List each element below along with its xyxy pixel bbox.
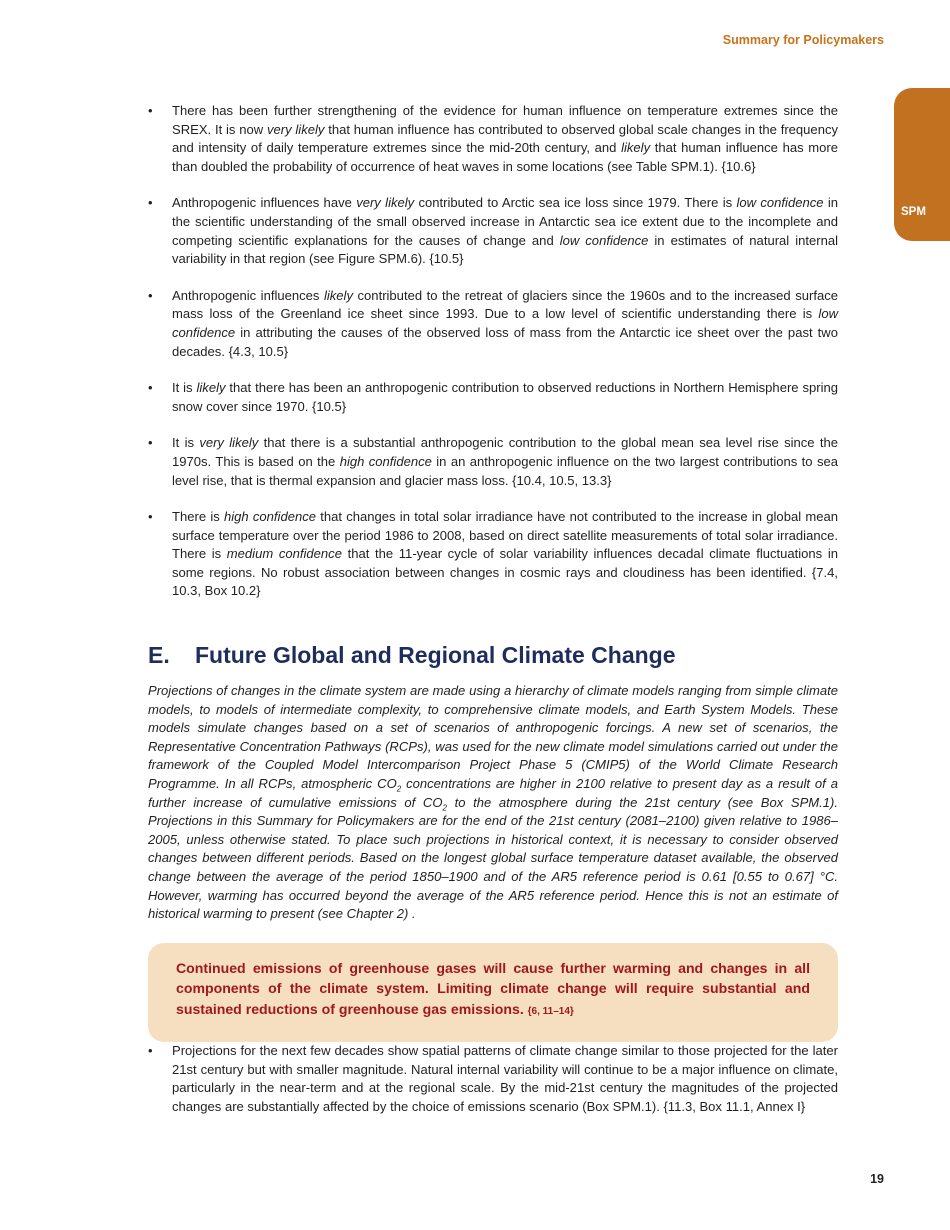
bullet-text: It is: [172, 380, 197, 396]
likelihood-term: likely: [621, 140, 651, 156]
bullet-item: [148, 434, 838, 490]
bullet-marker: •: [148, 195, 153, 211]
bullet-text: contributed to the retreat of glaciers since the 1960s and to the increased surface mass loss of the Greenland ice sheet since 1993. Due to a low level of scientific understanding there is: [172, 287, 838, 322]
bullet-text: that there has been an anthropogenic contribution to observed reductions in Northern Hemisphere spring snow cover since 1970. {10.5}: [172, 380, 838, 414]
likelihood-term: likely: [196, 380, 226, 396]
section-title: Future Global and Regional Climate Change: [195, 641, 676, 668]
likelihood-term: likely: [323, 287, 353, 303]
bullet-marker: •: [148, 103, 153, 118]
section-tab: [894, 88, 950, 241]
intro-part-2: concentrations are higher in 2100 relative to present day as a result of a further increase of cumulative emissions of: [148, 776, 839, 810]
intro-part-1: Projections of changes in the climate system are made using a hierarchy of climate models ranging from simple climate models, to models of intermediate complexity, to comprehensive climate models, and Earth System Models. These models simulate changes based on a set of scenarios of anthropogenic forcings. A new set of scenarios, the Representative Concentration Pathways (RCPs), was used for the new climate model simulations carried out under the framework of the Coupled Model Intercomparison Project Phase 5 (CMIP5) of the World Climate Research Programme. In all RCPs, atmospheric: [148, 683, 838, 792]
co2-subscript: 2: [442, 803, 447, 813]
co2-label: CO: [422, 794, 443, 810]
likelihood-term: very likely: [199, 435, 259, 451]
bullet-item: [148, 379, 838, 416]
bullet-text: in an anthropogenic influence on the two largest contributions to sea level rise, that is thermal expansion and glacier mass loss. {10.4, 10.5, 13.3}: [172, 453, 839, 488]
likelihood-term: low confidence: [172, 306, 838, 340]
bullet-item: [148, 1042, 838, 1116]
bullet-marker: •: [148, 287, 153, 303]
bullet-text: in attributing the causes of the observed loss of mass from the Antarctic ice sheet over the past two decades. {4.3, 10.5}: [172, 324, 838, 359]
likelihood-term: very likely: [356, 195, 415, 211]
bullet-marker: •: [148, 1043, 153, 1059]
section-tab-label: SPM: [901, 206, 926, 218]
bullet-text: There is: [172, 509, 224, 525]
callout-reference: {6, 11–14}: [527, 1005, 574, 1017]
callout-text: Continued emissions of greenhouse gases will cause further warming and changes in all components of the climate system. Limiting climate change will require substantial and sustained reductions of greenhouse gas emissions.: [176, 959, 810, 1017]
bullet-text: Anthropogenic influences have: [172, 195, 357, 211]
co2-subscript: 2: [396, 784, 402, 794]
bullet-text: It is: [172, 435, 200, 451]
likelihood-term: low confidence: [736, 195, 824, 211]
likelihood-term: very likely: [266, 121, 325, 137]
likelihood-term: medium confidence: [226, 546, 342, 562]
co2-label: CO: [377, 776, 397, 792]
section-intro: [148, 682, 838, 924]
bullet-item: [148, 287, 838, 361]
section-letter: E.: [148, 641, 170, 668]
bullet-list-top: [148, 102, 838, 601]
bullet-text: Projections for the next few decades show spatial patterns of climate change similar to those projected for the later 21st century but with smaller magnitude. Natural internal variability will continue to be a major influence on climate, particularly in the near-term and at the regional scale. By the mid-21st century the magnitudes of the projected changes are substantially affected by the choice of emissions scenario (Box SPM.1). {11.3, Box 11.1, Annex I}: [172, 1043, 838, 1115]
running-title: Summary for Policymakers: [722, 33, 884, 47]
bullet-list-bottom: [148, 1042, 838, 1116]
headline-callout: [148, 943, 838, 1043]
bullet-text: in estimates of natural internal variability in that region (see Figure SPM.6). {10.5}: [172, 232, 838, 267]
bullet-text: that there is a substantial anthropogenic contribution to the global mean sea level rise since the 1970s. This is based on the: [172, 435, 838, 469]
bullet-text: that the 11-year cycle of solar variability influences decadal climate fluctuations in some regions. No robust association between changes in cosmic rays and cloudiness has been identified. {7.4, 10.3, Box 10.2}: [172, 546, 838, 599]
bullet-text: There has been further strengthening of the evidence for human influence on temperature extremes since the SREX. It is now: [172, 103, 838, 137]
bullet-item: [148, 508, 838, 601]
bullet-item: [148, 102, 838, 176]
likelihood-term: high confidence: [223, 509, 316, 525]
section-heading: [148, 638, 838, 672]
page-number: 19: [870, 1172, 884, 1186]
bullet-marker: •: [148, 509, 153, 525]
bullet-text: in the scientific understanding of the small observed increase in Antarctic sea ice extent due to the incomplete and competing scientific explanations for the causes of change and: [172, 195, 839, 248]
page-content: [148, 102, 838, 1135]
bullet-marker: •: [148, 435, 153, 451]
bullet-text: that changes in total solar irradiance have not contributed to the increase in global mean surface temperature over the period 1986 to 2008, based on direct satellite measurements of total solar irradiance. There is: [172, 509, 838, 562]
bullet-text: that human influence has more than doubled the probability of occurrence of heat waves in some locations (see Table SPM.1). {10.6}: [172, 140, 839, 174]
intro-part-3: to the atmosphere during the 21st century (see Box SPM.1). Projections in this Summary for Policymakers are for the end of the 21st century (2081–2100) given relative to 1986–2005, unless otherwise stated. To place such projections in historical context, it is necessary to consider observed changes between different periods. Based on the longest global surface temperature dataset available, the observed change between the average of the period 1850–1900 and of the AR5 reference period is 0.61 [0.55 to 0.67] °C. However, warming has occurred beyond the average of the AR5 reference period. Hence this is not an estimate of historical warming to present (see Chapter 2) .: [148, 794, 838, 922]
bullet-text: that human influence has contributed to observed global scale changes in the frequency and intensity of daily temperature extremes since the mid-20th century, and: [172, 121, 838, 156]
bullet-text: Anthropogenic influences: [172, 287, 324, 303]
likelihood-term: high confidence: [339, 453, 432, 469]
bullet-marker: •: [148, 380, 153, 396]
likelihood-term: low confidence: [559, 232, 649, 248]
bullet-text: contributed to Arctic sea ice loss since 1979. There is: [414, 195, 737, 211]
bullet-item: [148, 194, 838, 268]
